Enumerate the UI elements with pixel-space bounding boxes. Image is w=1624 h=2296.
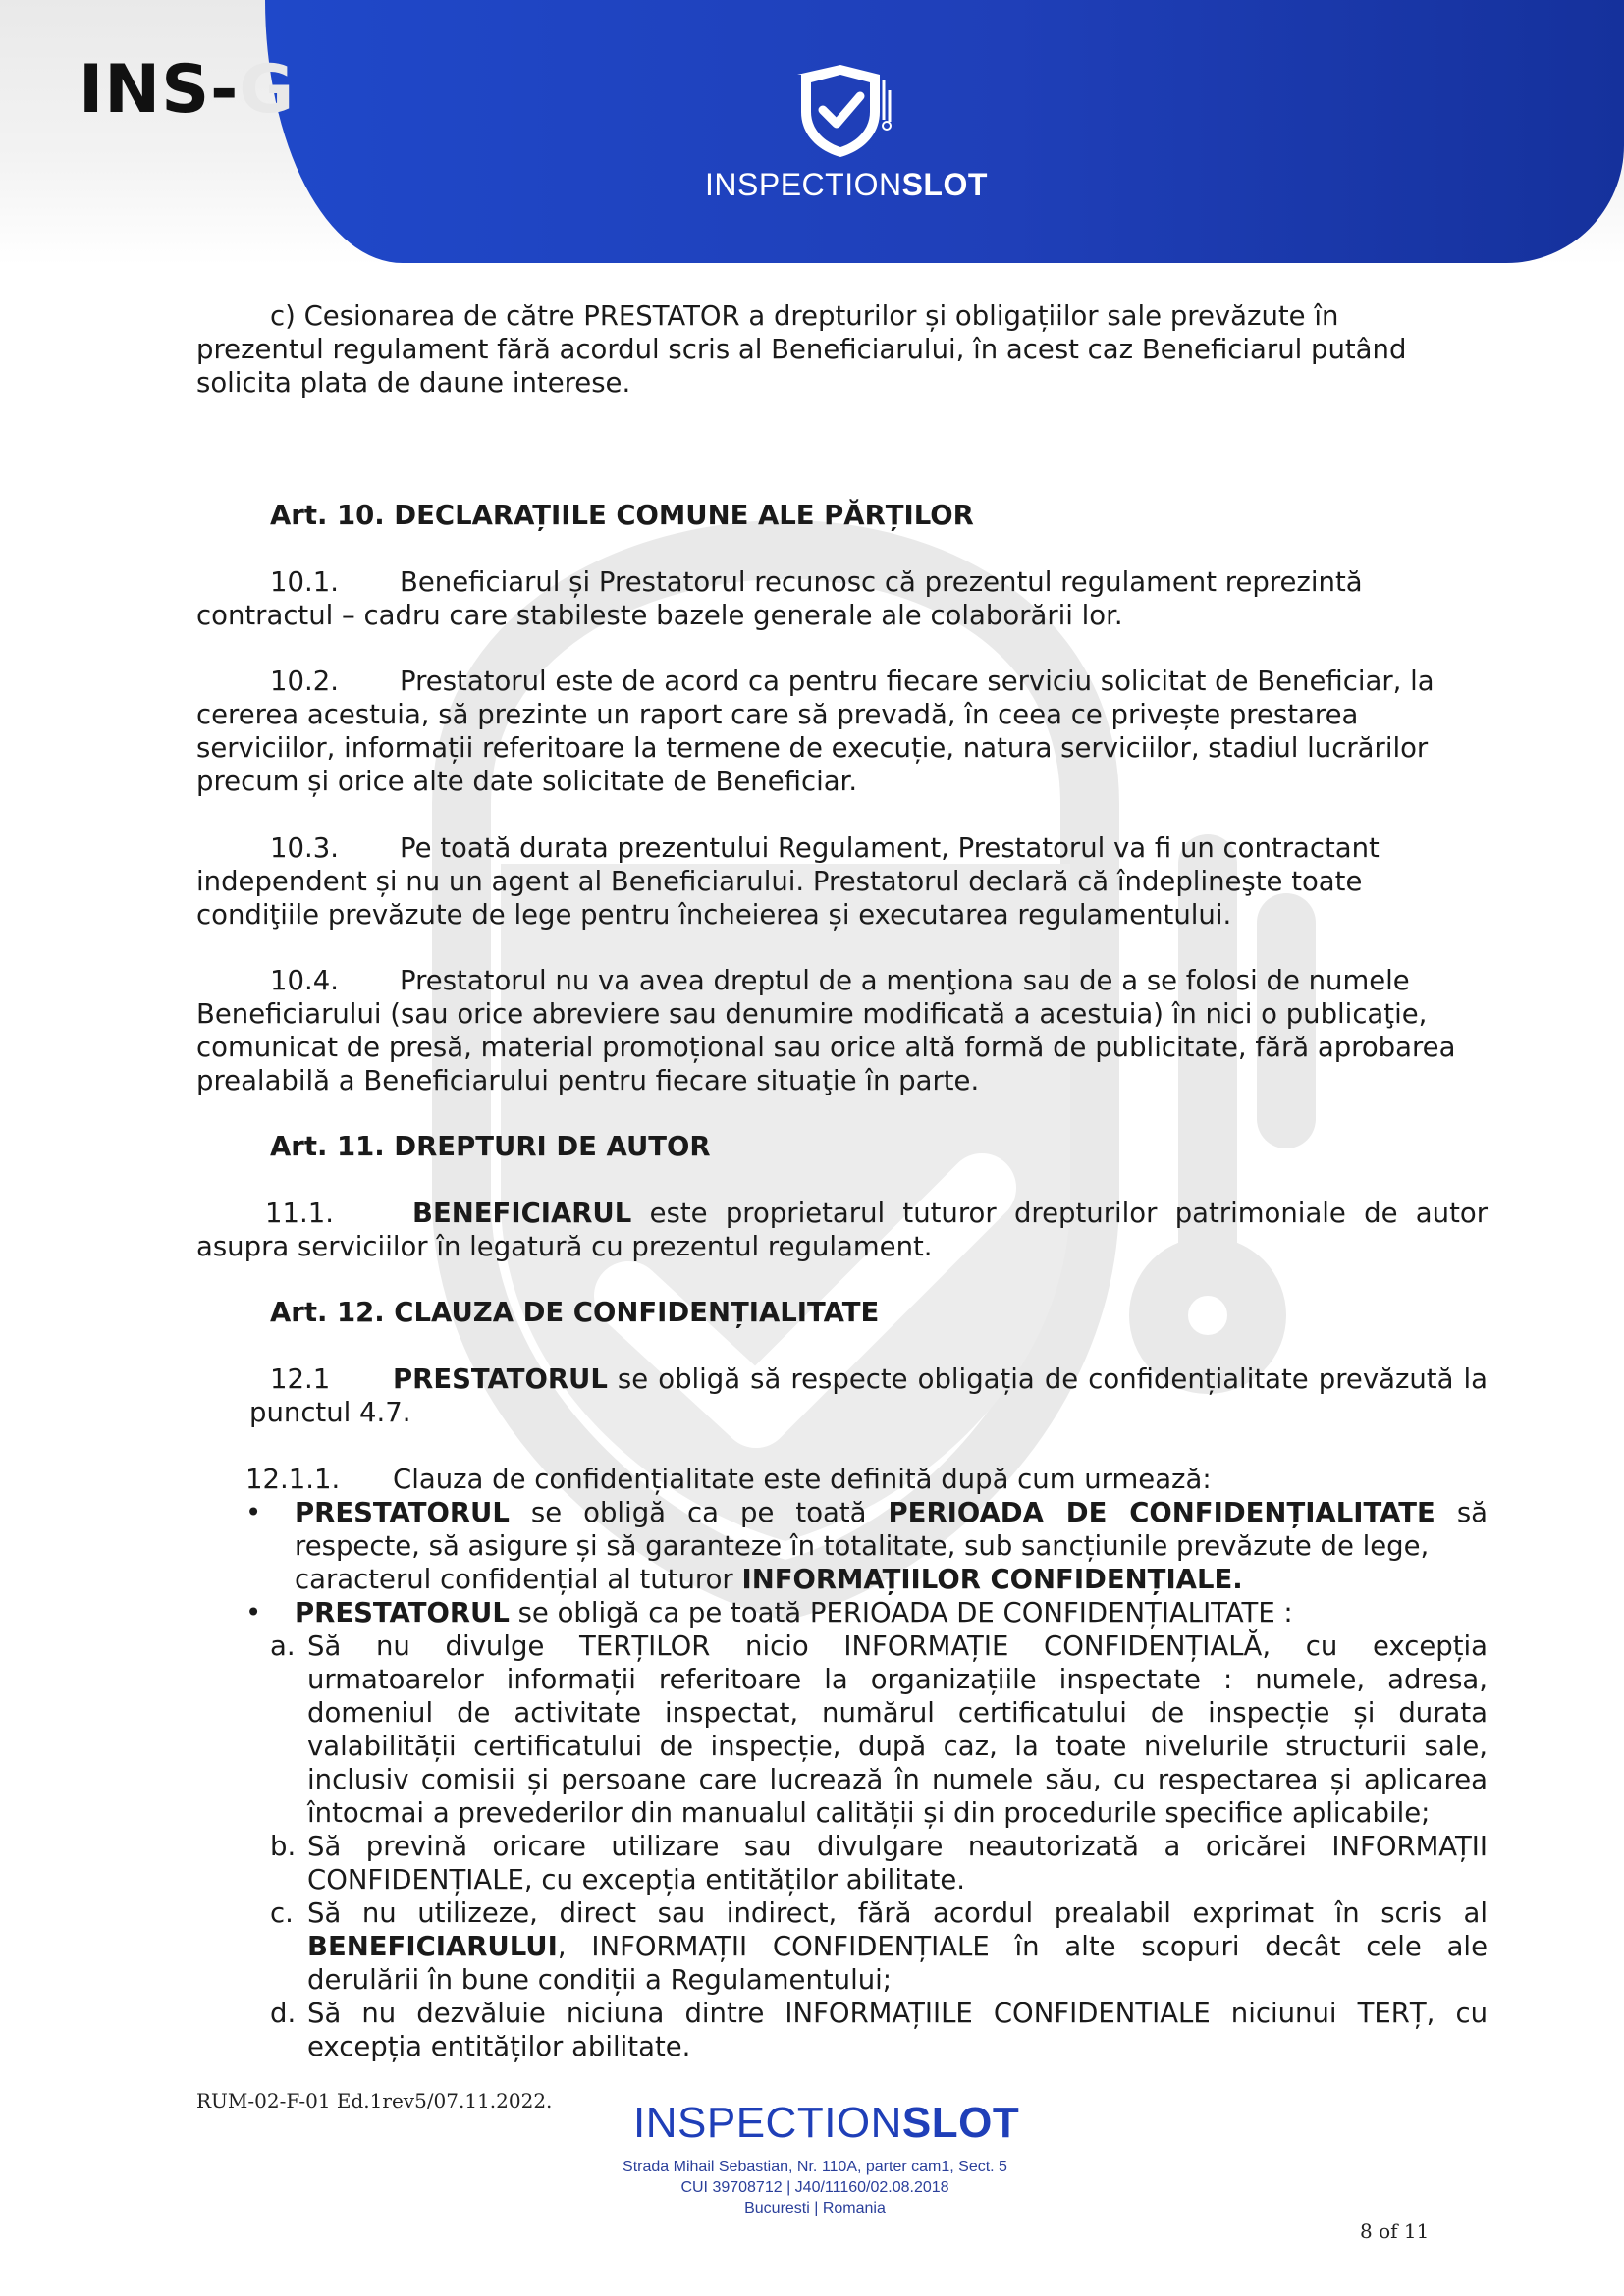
section-10-3-line-1: Pe toată durata prezentului Regulament, Prestatorul va fi un contractant <box>400 832 1380 864</box>
ins-g-logo-suffix: G <box>239 51 296 129</box>
section-10-2-line-2: cererea acestuia, să prezinte un raport care să prevadă, în ceea ce privește prestarea <box>196 699 1359 730</box>
article-10-heading: Art. 10. DECLARAȚIILE COMUNE ALE PĂRȚILOR <box>270 500 974 531</box>
footer-brand-suffix: SLOT <box>901 2099 1020 2147</box>
section-11-1-text: este proprietarul tuturor drepturilor patrimoniale de autor <box>631 1198 1488 1229</box>
section-12-1-line-2: punctul 4.7. <box>249 1397 411 1428</box>
section-10-3-line-2: independent și nu un agent al Beneficiarului. Prestatorul declară că îndeplineşte toate <box>196 866 1363 897</box>
section-10-4-number: 10.4. <box>270 965 339 996</box>
bullet-1-text-b: se obligă ca pe toată <box>509 1497 889 1528</box>
bullet-1-line-1 <box>295 1496 1488 1529</box>
footer-address-line-2: CUI 39708712 | J40/11160/02.08.2018 <box>680 2179 949 2196</box>
ins-g-logo-text: INS- <box>79 51 240 129</box>
item-a-line-3: domeniul de activitate inspectat, numărul certificatului de inspecție și durata <box>307 1697 1488 1729</box>
item-a-line-6: întocmai a prevederilor din manualul calității și din procedurile specifice aplicabile; <box>307 1797 1431 1829</box>
bullet-1-line-3 <box>295 1563 1243 1596</box>
item-b-line-2: CONFIDENȚIALE, cu excepția entităților abilitate. <box>307 1864 966 1896</box>
item-c-bold: BENEFICIARULUI <box>307 1931 558 1962</box>
bullet-1-line-2: respecte, să asigure și să garanteze în totalitate, sub sancțiunile prevăzute de lege, <box>295 1530 1430 1562</box>
section-12-1-text: se obligă să respecte obligația de confidențialitate prevăzută la <box>607 1363 1488 1395</box>
item-c-label: c. <box>270 1897 294 1929</box>
section-10-3-number: 10.3. <box>270 832 339 864</box>
header-brand <box>705 167 988 203</box>
section-12-1-1-text: Clauza de confidențialitate este definită după cum urmează: <box>393 1464 1212 1495</box>
section-10-2-line-1: Prestatorul este de acord ca pentru fiecare serviciu solicitat de Beneficiar, la <box>400 666 1435 697</box>
bullet-2-line-1 <box>295 1596 1293 1629</box>
header-blue-banner <box>265 0 1624 263</box>
footer-address-line-1: Strada Mihail Sebastian, Nr. 110A, parter cam1, Sect. 5 <box>623 2159 1007 2175</box>
section-10-4-line-4: prealabilă a Beneficiarului pentru fiecare situaţie în parte. <box>196 1065 980 1096</box>
item-a-line-5: inclusiv comisii și persoane care lucrează în numele său, cu respectarea și aplicarea <box>307 1764 1488 1795</box>
header-brand-prefix: INSPECTION <box>705 167 902 202</box>
section-10-1-line-1: Beneficiarul și Prestatorul recunosc că prezentul regulament reprezintă <box>400 566 1363 598</box>
section-11-1-line-1 <box>412 1197 1488 1230</box>
item-d-line-2: excepția entităților abilitate. <box>307 2031 691 2062</box>
ins-g-logo <box>79 51 295 129</box>
item-a-line-2: urmatoarelor informații referitoare la organizațiile inspectate : numele, adresa, <box>307 1664 1488 1695</box>
section-10-1-number: 10.1. <box>270 566 339 598</box>
bullet-2-bold: PRESTATORUL <box>295 1597 510 1629</box>
item-c-line-2 <box>307 1930 1488 1963</box>
article-12-heading: Art. 12. CLAUZA DE CONFIDENȚIALITATE <box>270 1297 880 1328</box>
bullet-1-text-d: să <box>1435 1497 1488 1528</box>
bullet-1-bold-a: PRESTATORUL <box>295 1497 510 1528</box>
document-code: RUM-02-F-01 Ed.1rev5/07.11.2022. <box>196 2089 553 2112</box>
article-11-heading: Art. 11. DREPTURI DE AUTOR <box>270 1131 711 1162</box>
clause-c-line-1: c) Cesionarea de către PRESTATOR a drepturilor și obligațiilor sale prevăzute în <box>270 300 1339 332</box>
section-11-1-number: 11.1. <box>265 1198 334 1229</box>
section-10-4-line-2: Beneficiarului (sau orice abreviere sau denumire modificată a acestuia) în nici o publicaţie, <box>196 998 1428 1030</box>
clause-c-line-3: solicita plata de daune interese. <box>196 367 631 399</box>
footer-address-line-3: Bucuresti | Romania <box>744 2200 886 2216</box>
item-c-text: , INFORMAȚII CONFIDENȚIALE în alte scopuri decât cele ale <box>557 1931 1488 1962</box>
bullet-2-text: se obligă ca pe toată PERIOADA DE CONFIDENȚIALITATE : <box>509 1597 1293 1629</box>
bullet-icon: • <box>245 1497 262 1528</box>
section-10-1-line-2: contractul – cadru care stabileste bazele generale ale colaborării lor. <box>196 600 1123 631</box>
section-10-2-line-4: precum și orice alte date solicitate de Beneficiar. <box>196 766 858 797</box>
clause-c-line-2: prezentul regulament fără acordul scris al Beneficiarului, în acest caz Beneficiarul putând <box>196 334 1407 365</box>
section-10-4-line-3: comunicat de presă, material promoțional sau orice altă formă de publicitate, fără aprobarea <box>196 1032 1456 1063</box>
page-number: 8 of 11 <box>1360 2219 1430 2243</box>
bullet-1-text-l3a: caracterul confidențial al tuturor <box>295 1564 742 1595</box>
item-a-line-4: valabilității certificatului de inspecție, după caz, la toate nivelurile structurii sale, <box>307 1731 1488 1762</box>
section-11-1-line-2: asupra serviciilor în legatură cu prezentul regulament. <box>196 1231 933 1262</box>
item-a-label: a. <box>270 1630 296 1662</box>
item-d-label: d. <box>270 1998 297 2029</box>
item-d-line-1: Să nu dezvăluie niciuna dintre INFORMAȚIILE CONFIDENTIALE niciunui TERȚ, cu <box>307 1998 1488 2029</box>
prestatorul-bold: PRESTATORUL <box>393 1363 608 1395</box>
item-a-line-1: Să nu divulge TERȚILOR nicio INFORMAȚIE CONFIDENȚIALĂ, cu excepția <box>307 1630 1488 1662</box>
section-10-2-line-3: serviciilor, informații referitoare la termene de execuție, natura serviciilor, stadiul lucrărilor <box>196 732 1429 764</box>
footer-brand <box>633 2099 1019 2148</box>
beneficiarul-bold: BENEFICIARUL <box>412 1198 632 1229</box>
section-12-1-1-number: 12.1.1. <box>245 1464 341 1495</box>
bullet-1-bold-l3b: INFORMAȚIILOR CONFIDENȚIALE. <box>741 1564 1243 1595</box>
section-10-2-number: 10.2. <box>270 666 339 697</box>
item-c-line-1: Să nu utilizeze, direct sau indirect, fără acordul prealabil exprimat în scris al <box>307 1897 1488 1929</box>
footer-brand-prefix: INSPECTION <box>633 2099 902 2147</box>
section-12-1-number: 12.1 <box>270 1363 331 1395</box>
bullet-1-bold-c: PERIOADA DE CONFIDENȚIALITATE <box>888 1497 1435 1528</box>
bullet-icon: • <box>245 1597 262 1629</box>
shield-check-icon <box>785 61 895 159</box>
section-12-1-line-1 <box>393 1362 1488 1396</box>
section-10-3-line-3: condiţiile prevăzute de lege pentru încheierea și executarea regulamentului. <box>196 899 1232 931</box>
item-b-line-1: Să prevină oricare utilizare sau divulgare neautorizată a oricărei INFORMAȚII <box>307 1831 1488 1862</box>
section-10-4-line-1: Prestatorul nu va avea dreptul de a menţiona sau de a se folosi de numele <box>400 965 1410 996</box>
item-c-line-3: derulării în bune condiții a Regulamentului; <box>307 1964 893 1996</box>
item-b-label: b. <box>270 1831 297 1862</box>
header-brand-suffix: SLOT <box>901 167 988 202</box>
